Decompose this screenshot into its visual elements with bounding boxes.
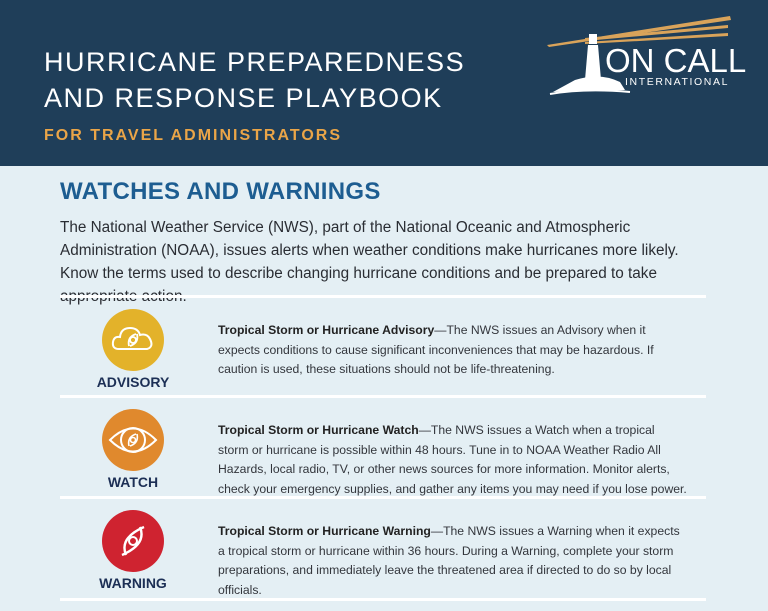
alert-label: WARNING <box>99 575 167 591</box>
hurricane-icon <box>102 510 164 572</box>
svg-text:INTERNATIONAL: INTERNATIONAL <box>625 76 730 88</box>
title-line-1: HURRICANE PREPAREDNESS <box>44 47 466 77</box>
section-heading: WATCHES AND WARNINGS <box>60 178 381 205</box>
page-title <box>44 44 465 116</box>
subtitle: FOR TRAVEL ADMINISTRATORS <box>44 127 342 144</box>
alert-description <box>218 421 688 499</box>
alert-label: ADVISORY <box>96 374 170 390</box>
title-line-2: AND RESPONSE PLAYBOOK <box>44 83 443 113</box>
alert-advisory <box>60 298 706 398</box>
alert-label: WATCH <box>107 474 159 490</box>
alert-text: —The NWS issues a Watch when a tropical storm or hurricane is possible within 48 hours. Tune in to NOAA Weather Radio All Hazards, local radio, TV, or other news sources for more information. Monitor alerts, check your emergency supplies, and gather any items you may need if you lose power. <box>218 423 687 496</box>
alert-term: Tropical Storm or Hurricane Advisory <box>218 323 435 337</box>
alert-term: Tropical Storm or Hurricane Watch <box>218 423 419 437</box>
intro-paragraph: The National Weather Service (NWS), part of the National Oceanic and Atmospheric Administration (NOAA), issues alerts when weather conditions make hurricanes more likely. Know the terms used to describe changing hurricane conditions and be prepared to take <box>60 219 679 282</box>
alert-description <box>218 522 688 600</box>
alert-warning <box>60 499 706 599</box>
on-call-logo <box>545 12 760 100</box>
alert-text: —The NWS issues an Advisory when it expects conditions to cause significant inconveniences that may be hazardous. If caution is used, these situations should not be life-threatening. <box>218 323 654 376</box>
alert-term: Tropical Storm or Hurricane Warning <box>218 524 431 538</box>
alert-description <box>218 321 688 380</box>
alert-text: —The NWS issues a Warning when it expects a tropical storm or hurricane within 36 hours. During a Warning, complete your storm preparations, and immediately leave the threatened area if directed to do so by local officials. <box>218 524 680 597</box>
cloud-hurricane-icon <box>102 309 164 371</box>
alert-watch <box>60 398 706 498</box>
svg-text:ON CALL: ON CALL <box>605 42 747 79</box>
header <box>0 0 768 166</box>
eye-hurricane-icon <box>102 409 164 471</box>
